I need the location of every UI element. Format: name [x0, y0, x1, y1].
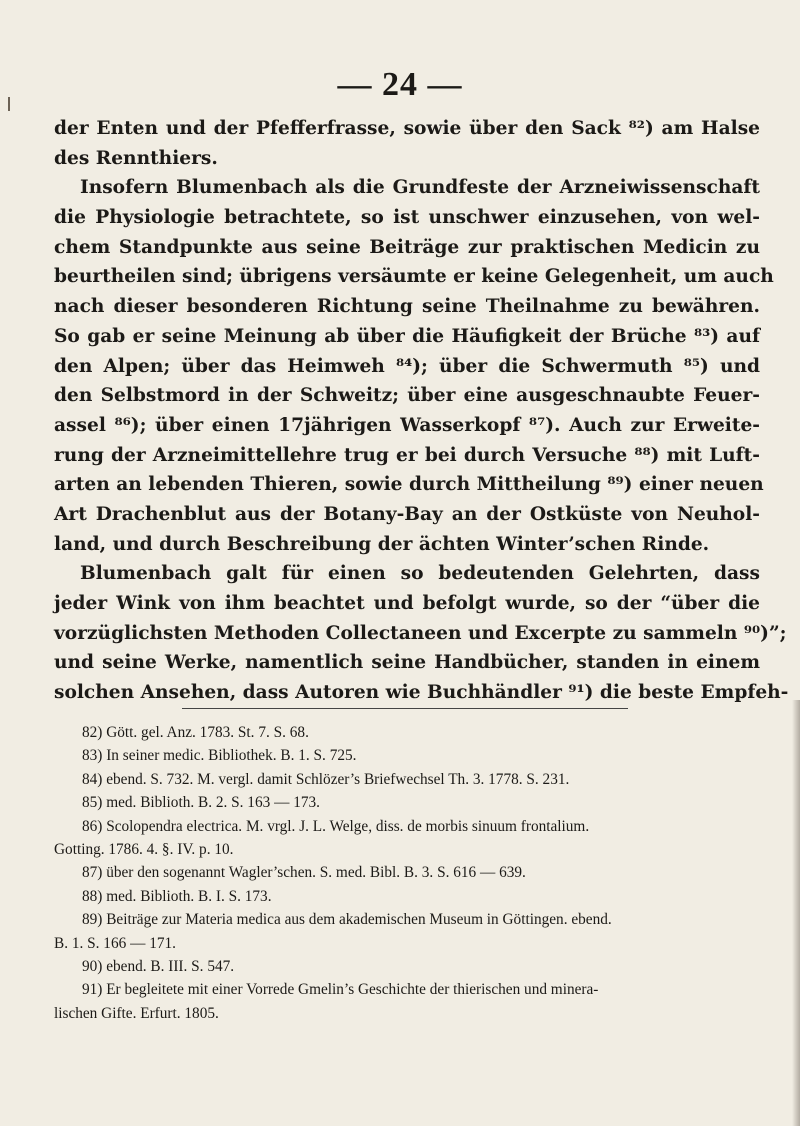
body-line: solchen Ansehen, dass Autoren wie Buchhändler ⁹¹) die beste Empfeh-	[54, 682, 789, 704]
scan-edge-shadow	[792, 700, 800, 1126]
body-line: chem Standpunkte aus seine Beiträge zur praktischen Medicin zu	[54, 236, 760, 258]
body-line: und seine Werke, namentlich seine Handbücher, standen in einem	[54, 652, 760, 674]
body-line: den Alpen; über das Heimweh ⁸⁴); über die Schwermuth ⁸⁵) und	[54, 355, 760, 377]
body-line: die Physiologie betrachtete, so ist unschwer einzusehen, von wel-	[54, 207, 760, 229]
body-text	[54, 114, 789, 708]
footnote-88: 88) med. Biblioth. B. I. S. 173.	[82, 887, 272, 905]
body-line: den Selbstmord in der Schweitz; über eine ausgeschnaubte Feuer-	[54, 385, 760, 407]
body-line: der Enten und der Pfefferfrasse, sowie über den Sack ⁸²) am Halse	[54, 118, 760, 139]
page-number: — 24 —	[337, 66, 463, 103]
footnote-89-continued: B. 1. S. 166 — 171.	[54, 934, 176, 952]
body-line: jeder Wink von ihm beachtet und befolgt wurde, so der “über die	[54, 593, 760, 614]
body-line: Insofern Blumenbach als die Grundfeste der Arzneiwissenschaft	[80, 177, 760, 199]
body-line: Art Drachenblut aus der Botany-Bay an der Ostküste von Neuhol-	[54, 503, 760, 525]
footnote-91-continued: lischen Gifte. Erfurt. 1805.	[54, 1004, 219, 1022]
footnote-91: 91) Er begleitete mit einer Vorrede Gmelin’s Geschichte der thierischen und minera-	[82, 981, 599, 999]
body-line: land, und durch Beschreibung der ächten Winter’schen Rinde.	[54, 533, 710, 555]
footnote-87: 87) über den sogenannt Wagler’schen. S. med. Bibl. B. 3. S. 616 — 639.	[82, 864, 526, 882]
footnote-82: 82) Gött. gel. Anz. 1783. St. 7. S. 68.	[82, 724, 309, 741]
footnote-90: 90) ebend. B. III. S. 547.	[82, 957, 235, 975]
footnote-divider	[182, 708, 628, 709]
footnote-86-continued: Gotting. 1786. 4. §. IV. p. 10.	[54, 840, 234, 858]
body-line: So gab er seine Meinung ab über die Häufigkeit der Brüche ⁸³) auf	[54, 325, 760, 347]
footnote-86: 86) Scolopendra electrica. M. vrgl. J. L. Welge, diss. de morbis sinuum frontalium.	[82, 817, 590, 835]
body-line: arten an lebenden Thieren, sowie durch Mittheilung ⁸⁹) einer neuen	[54, 474, 764, 496]
body-line: vorzüglichsten Methoden Collectaneen und Excerpte zu sammeln ⁹⁰)”;	[54, 622, 787, 644]
body-line: assel ⁸⁶); über einen 17jährigen Wasserkopf ⁸⁷). Auch zur Erweite-	[54, 414, 760, 436]
footnote-85: 85) med. Biblioth. B. 2. S. 163 — 173.	[82, 794, 320, 812]
body-line: nach dieser besonderen Richtung seine Theilnahme zu bewähren.	[54, 296, 760, 318]
footnote-84: 84) ebend. S. 732. M. vergl. damit Schlözer’s Briefwechsel Th. 3. 1778. S. 231.	[82, 770, 570, 788]
body-line: Blumenbach galt für einen so bedeutenden Gelehrten, dass	[80, 563, 760, 585]
footnote-89: 89) Beiträge zur Materia medica aus dem akademischen Museum in Göttingen. ebend.	[82, 911, 612, 929]
footnotes	[54, 721, 764, 1025]
body-line: beurtheilen sind; übrigens versäumte er keine Gelegenheit, um auch	[54, 266, 774, 288]
footnote-83: 83) In seiner medic. Bibliothek. B. 1. S. 725.	[82, 747, 357, 765]
body-line: des Rennthiers.	[54, 147, 218, 169]
body-line: rung der Arzneimittellehre trug er bei durch Versuche ⁸⁸) mit Luft-	[54, 444, 760, 466]
